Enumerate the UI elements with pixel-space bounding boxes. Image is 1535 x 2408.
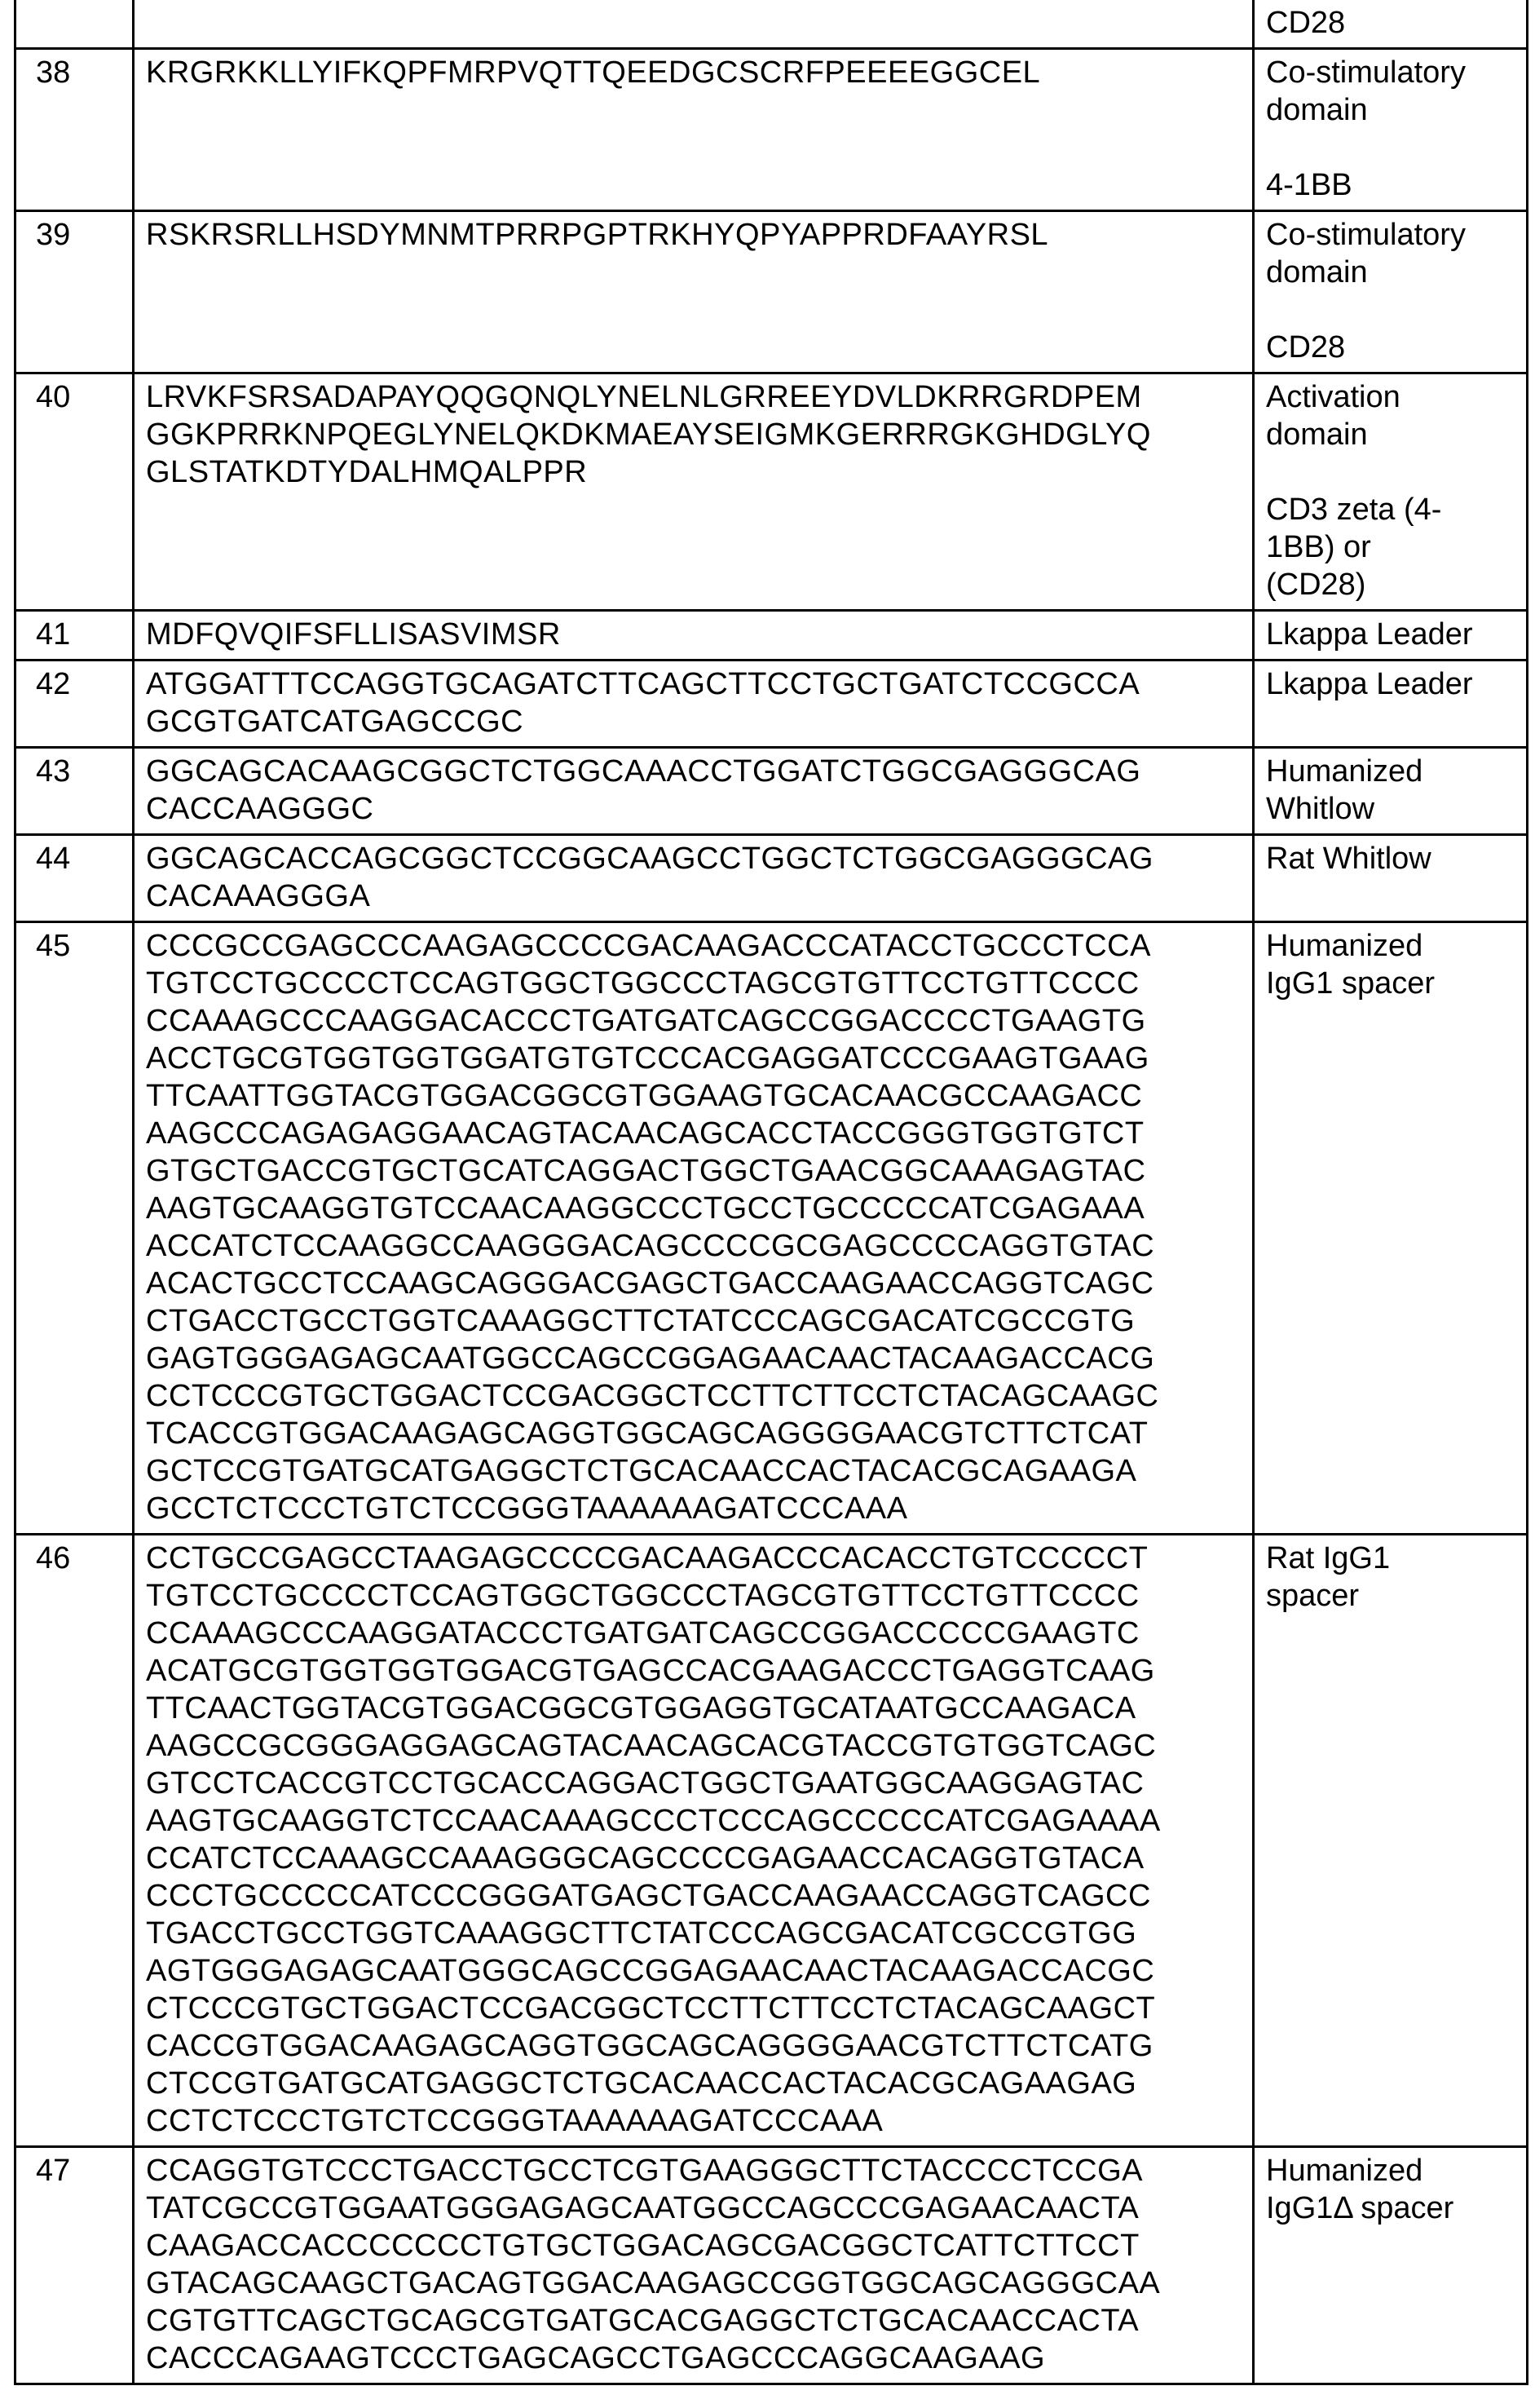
table-row: [15, 661, 1528, 748]
seq-id-cell: 47: [15, 2147, 134, 2384]
sequence-cell: GGCAGCACAAGCGGCTCTGGCAAACCTGGATCTGGCGAGGGCAG CACCAAGGGC: [134, 748, 1254, 835]
sequence-cell: LRVKFSRSADAPAYQQGQNQLYNELNLGRREEYDVLDKRRGRDPEM GGKPRRKNPQEGLYNELQKDKMAEAYSEIGMKGERRRGKGHDGLYQ GLSTATKDTYDALHMQALPPR: [134, 373, 1254, 611]
seq-id-cell: 46: [15, 1535, 134, 2147]
seq-id-cell: 38: [15, 49, 134, 211]
description-cell: Rat Whitlow: [1254, 835, 1528, 922]
seq-id-cell: [15, 0, 134, 49]
description-cell: Lkappa Leader: [1254, 611, 1528, 661]
sequence-cell: KRGRKKLLYIFKQPFMRPVQTTQEEDGCSCRFPEEEEGGCEL: [134, 49, 1254, 211]
table-row: [15, 922, 1528, 1535]
description-cell: Humanized IgG1Δ spacer: [1254, 2147, 1528, 2384]
table-row: [15, 835, 1528, 922]
sequence-cell: CCAGGTGTCCCTGACCTGCCTCGTGAAGGGCTTCTACCCCTCCGA TATCGCCGTGGAATGGGAGAGCAATGGCCAGCCCGAGAACAACTA CAAGACCACCCCCCCTGTGCTGGACAGCGACGGCTCATTCTTCCT GTACAGCAAGCTGACAGTGGACAAGAGCCGGTGGCAGCAGGGCAA CGTGTTCAGCTGCAGCGTGATGCACGAGGCTCTGCACAACCACTA CACCCAGAAGTCCCTGAGCAGCCTGAGCCCAGGCAAGAAG: [134, 2147, 1254, 2384]
table-row: [15, 373, 1528, 611]
sequence-table-body: [15, 0, 1528, 2384]
sequence-cell: ATGGATTTCCAGGTGCAGATCTTCAGCTTCCTGCTGATCTCCGCCA GCGTGATCATGAGCCGC: [134, 661, 1254, 748]
table-row: [15, 211, 1528, 373]
description-cell: Co-stimulatory domain CD28: [1254, 211, 1528, 373]
table-row: [15, 2147, 1528, 2384]
sequence-cell: RSKRSRLLHSDYMNMTPRRPGPTRKHYQPYAPPRDFAAYRSL: [134, 211, 1254, 373]
sequence-cell: CCTGCCGAGCCTAAGAGCCCCGACAAGACCCACACCTGTCCCCCT TGTCCTGCCCCTCCAGTGGCTGGCCCTAGCGTGTTCCTGTTCCCC CCAAAGCCCAAGGATACCCTGATGATCAGCCGGACCCCCGAAGTC ACATGCGTGGTGGTGGACGTGAGCCACGAAGACCCTGAGGTCAAG TTCAACTGGTACGTGGACGGCGTGGAGGTGCATAATGCCAAGACA AAGCCGCGGGAGGAGCAGTACAACAGCACGTACCGTGTGGTCAGC GTCCTCACCGTCCTGCACCAGGACTGGCTGAATGGCAAGGAGTAC AAGTGCAAGGTCTCCAACAAAGCCCTCCCAGCCCCCATCGAGAAAA CCATCTCCAAAGCCAAAGGGCAGCCCCGAGAACCACAGGTGTACA CCCTGCCCCCATCCCGGGATGAGCTGACCAAGAACCAGGTCAGCC TGACCTGCCTGGTCAAAGGCTTCTATCCCAGCGACATCGCCGTGG AGTGGGAGAGCAATGGGCAGCCGGAGAACAACTACAAGACCACGC CTCCCGTGCTGGACTCCGACGGCTCCTTCTTCCTCTACAGCAAGCT CACCGTGGACAAGAGCAGGTGGCAGCAGGGGAACGTCTTCTCATG CTCCGTGATGCATGAGGCTCTGCACAACCACTACACGCAGAAGAG CCTCTCCCTGTCTCCGGGTAAAAAAGATCCCAAA: [134, 1535, 1254, 2147]
seq-id-cell: 42: [15, 661, 134, 748]
description-cell: Humanized Whitlow: [1254, 748, 1528, 835]
description-cell: CD28: [1254, 0, 1528, 49]
sequence-cell: [134, 0, 1254, 49]
table-row: [15, 611, 1528, 661]
table-row: [15, 748, 1528, 835]
seq-id-cell: 43: [15, 748, 134, 835]
seq-id-cell: 39: [15, 211, 134, 373]
sequence-cell: CCCGCCGAGCCCAAGAGCCCCGACAAGACCCATACCTGCCCTCCA TGTCCTGCCCCTCCAGTGGCTGGCCCTAGCGTGTTCCTGTTCCCC CCAAAGCCCAAGGACACCCTGATGATCAGCCGGACCCCTGAAGTG ACCTGCGTGGTGGTGGATGTGTCCCACGAGGATCCCGAAGTGAAG TTCAATTGGTACGTGGACGGCGTGGAAGTGCACAACGCCAAGACC AAGCCCAGAGAGGAACAGTACAACAGCACCTACCGGGTGGTGTCT GTGCTGACCGTGCTGCATCAGGACTGGCTGAACGGCAAAGAGTAC AAGTGCAAGGTGTCCAACAAGGCCCTGCCTGCCCCCATCGAGAAA ACCATCTCCAAGGCCAAGGGACAGCCCCGCGAGCCCCAGGTGTAC ACACTGCCTCCAAGCAGGGACGAGCTGACCAAGAACCAGGTCAGC CTGACCTGCCTGGTCAAAGGCTTCTATCCCAGCGACATCGCCGTG GAGTGGGAGAGCAATGGCCAGCCGGAGAACAACTACAAGACCACG CCTCCCGTGCTGGACTCCGACGGCTCCTTCTTCCTCTACAGCAAGC TCACCGTGGACAAGAGCAGGTGGCAGCAGGGGAACGTCTTCTCAT GCTCCGTGATGCATGAGGCTCTGCACAACCACTACACGCAGAAGA GCCTCTCCCTGTCTCCGGGTAAAAAAGATCCCAAA: [134, 922, 1254, 1535]
table-row: [15, 1535, 1528, 2147]
seq-id-cell: 40: [15, 373, 134, 611]
sequence-table: [14, 0, 1528, 2385]
description-cell: Lkappa Leader: [1254, 661, 1528, 748]
description-cell: Rat IgG1 spacer: [1254, 1535, 1528, 2147]
sequence-cell: GGCAGCACCAGCGGCTCCGGCAAGCCTGGCTCTGGCGAGGGCAG CACAAAGGGA: [134, 835, 1254, 922]
table-row: [15, 49, 1528, 211]
seq-id-cell: 41: [15, 611, 134, 661]
description-cell: Humanized IgG1 spacer: [1254, 922, 1528, 1535]
description-cell: Activation domain CD3 zeta (4- 1BB) or (CD28): [1254, 373, 1528, 611]
seq-id-cell: 45: [15, 922, 134, 1535]
seq-id-cell: 44: [15, 835, 134, 922]
sequence-cell: MDFQVQIFSFLLISASVIMSR: [134, 611, 1254, 661]
description-cell: Co-stimulatory domain 4-1BB: [1254, 49, 1528, 211]
table-row: [15, 0, 1528, 49]
